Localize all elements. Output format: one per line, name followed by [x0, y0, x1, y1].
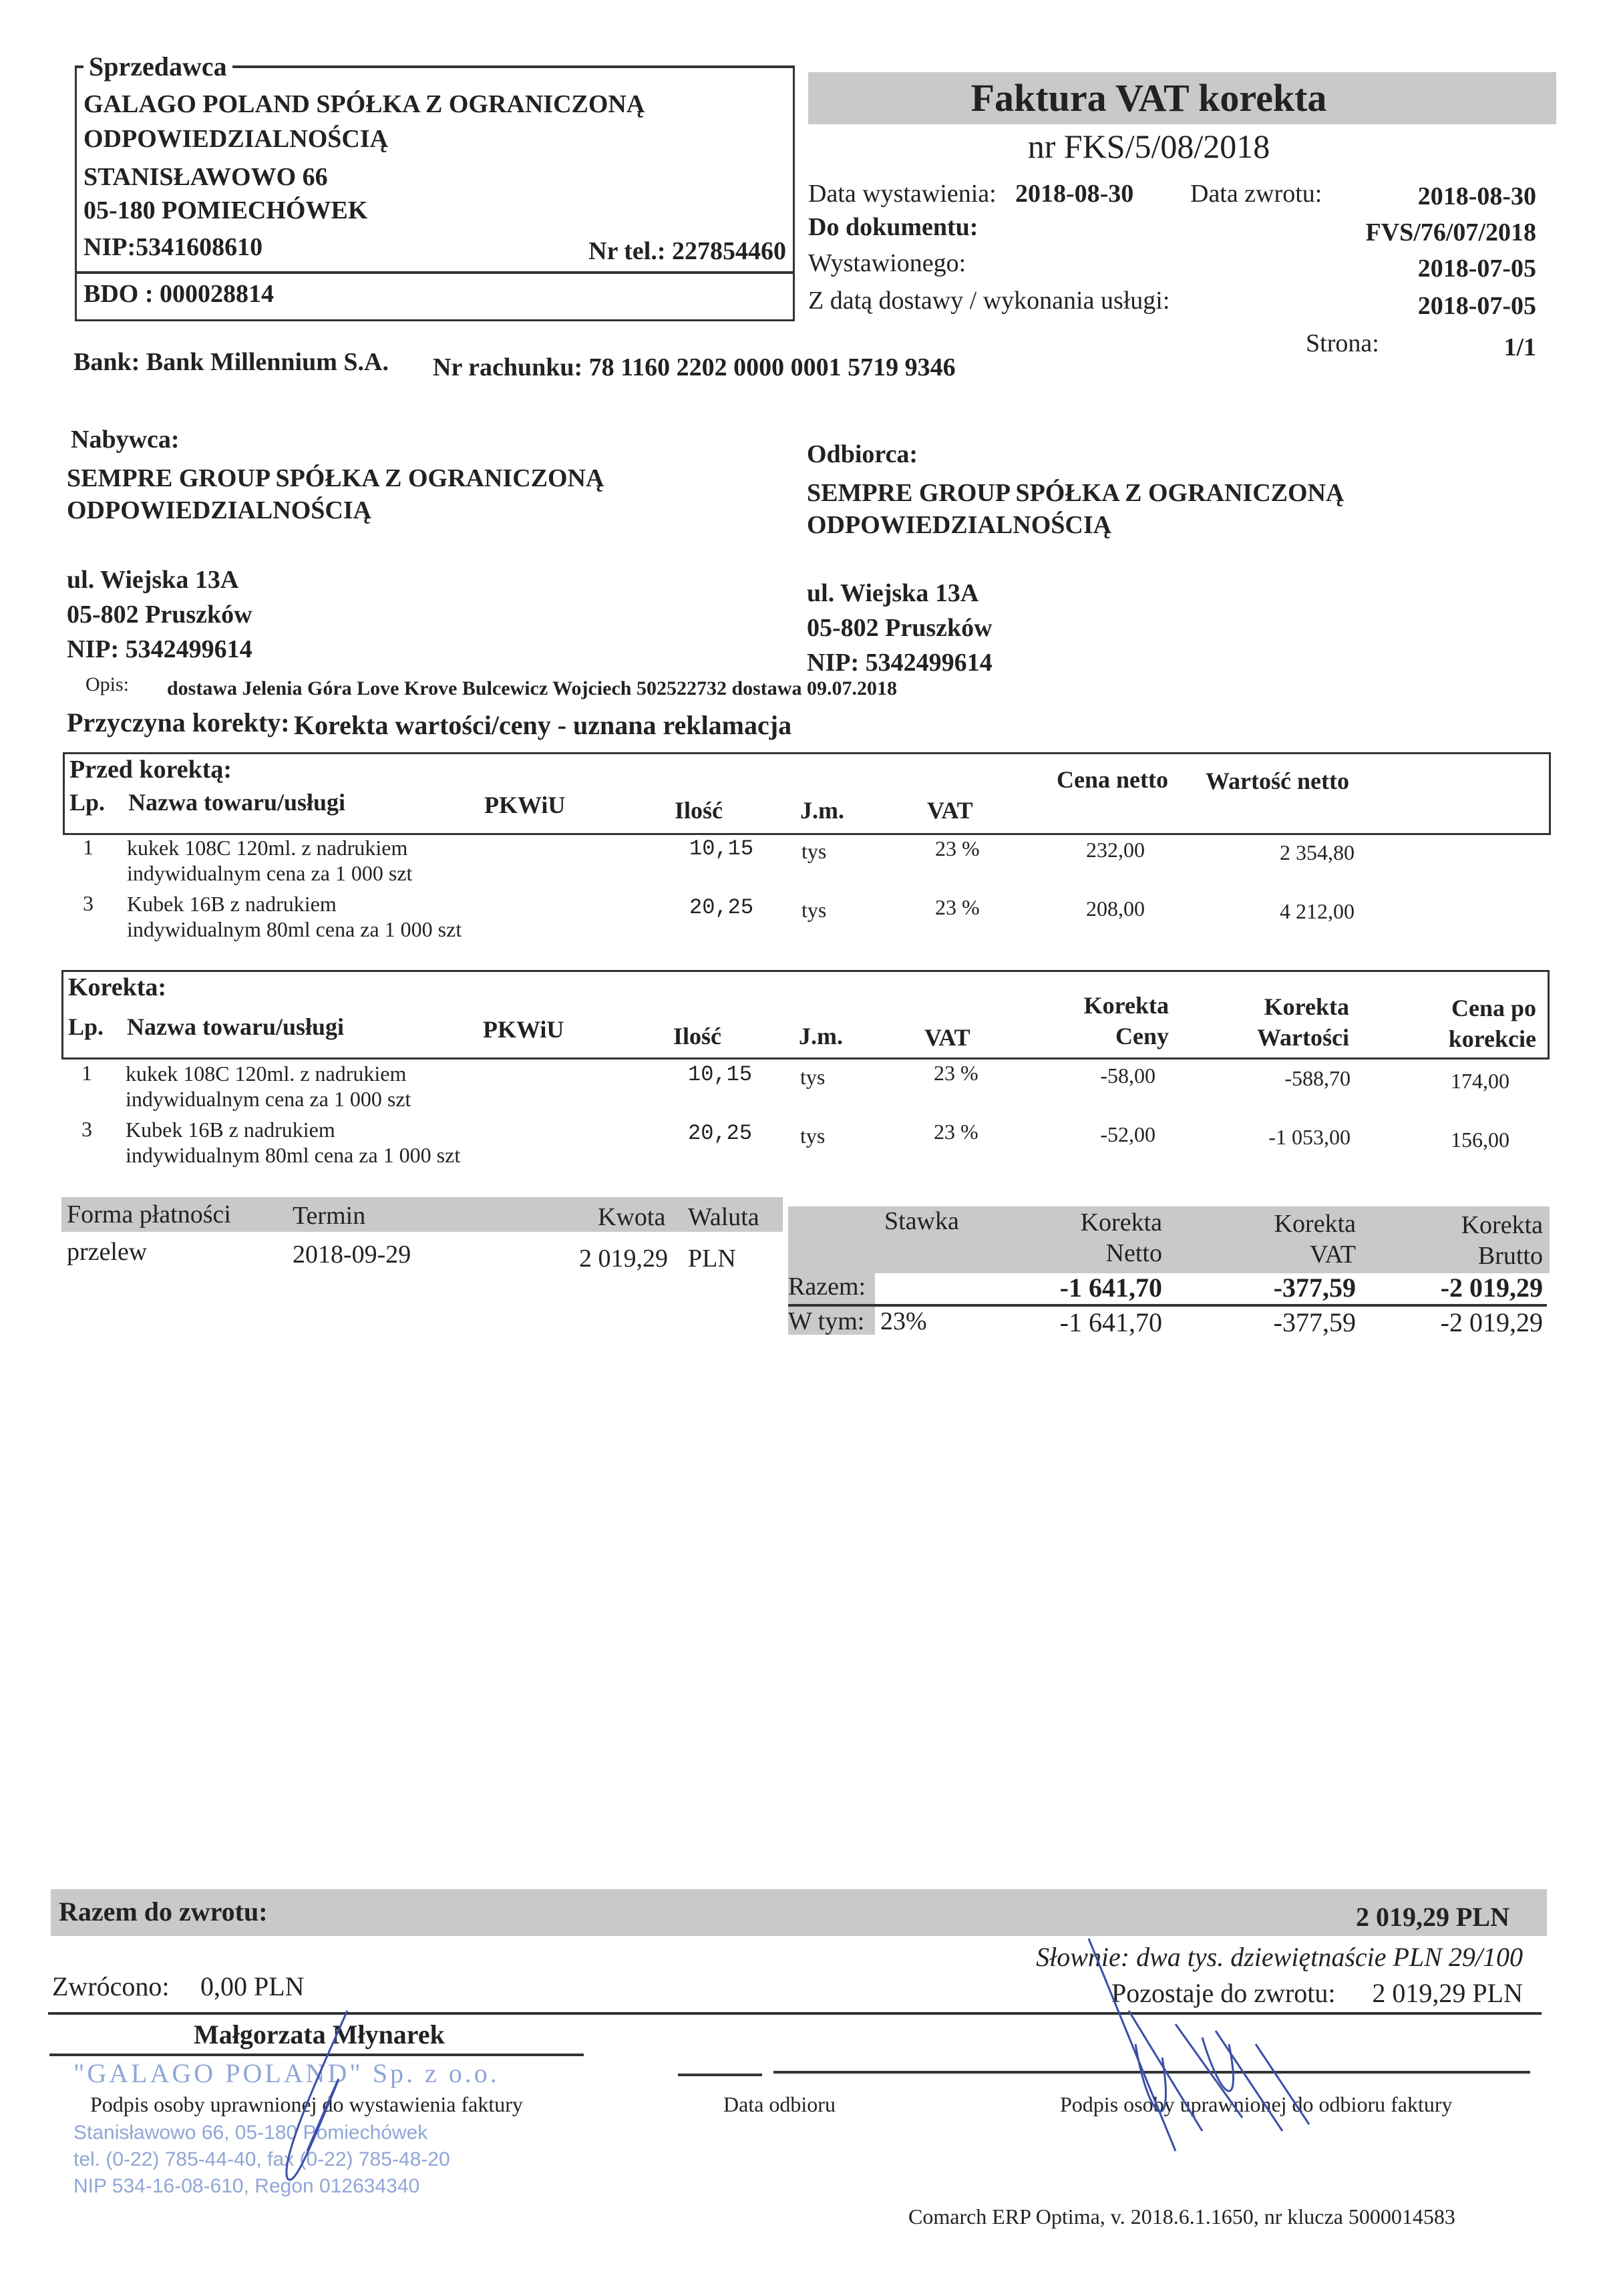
page-number: 1/1	[1503, 333, 1536, 361]
seller-legend: Sprzedawca	[83, 51, 232, 82]
summary-rate-vat: -377,59	[1273, 1307, 1356, 1337]
before-col-lp: Lp.	[69, 789, 106, 816]
stamp-line3: tel. (0-22) 785-44-40, fax (0-22) 785-48-20	[73, 2148, 450, 2170]
cell-lp: 1	[81, 1061, 92, 1085]
cell-unit: tys	[800, 1124, 826, 1148]
summary-vat-b: VAT	[1310, 1241, 1356, 1269]
description-label: Opis:	[85, 673, 130, 695]
cell-vat: 23 %	[935, 836, 980, 860]
seller-name-line1: GALAGO POLAND SPÓŁKA Z OGRANICZONĄ	[83, 90, 645, 118]
cell-vat: 23 %	[934, 1061, 978, 1085]
correction-col-lp: Lp.	[68, 1013, 104, 1040]
issue-date-label: Data wystawienia:	[808, 180, 997, 208]
correction-col-price-a: Korekta	[1083, 992, 1169, 1019]
seller-city: 05-180 POMIECHÓWEK	[83, 196, 368, 224]
footer-divider	[48, 2012, 1542, 2015]
cell-after: 156,00	[1451, 1128, 1509, 1152]
refund-label: Razem do zwrotu:	[59, 1897, 268, 1927]
seller-phone: Nr tel.: 227854460	[588, 237, 786, 265]
doc-ref: FVS/76/07/2018	[1365, 218, 1536, 247]
cell-unit: tys	[800, 1065, 826, 1089]
cell-value: -1 053,00	[1268, 1125, 1351, 1149]
before-col-name: Nazwa towaru/usługi	[128, 789, 346, 816]
correction-title: Korekta:	[68, 973, 167, 1001]
returned-label: Zwrócono:	[52, 1971, 170, 2001]
cell-qty: 10,15	[688, 1062, 753, 1087]
before-col-price: Cena netto	[1057, 766, 1168, 793]
cell-name: Kubek 16B z nadrukiem indywidualnym 80ml cena za 1 000 szt	[126, 1118, 461, 1167]
buyer-street: ul. Wiejska 13A	[67, 566, 239, 594]
cell-qty: 20,25	[689, 895, 754, 920]
amount-in-words: Słownie: dwa tys. dziewiętnaście PLN 29/100	[1036, 1942, 1523, 1972]
buyer-city: 05-802 Pruszków	[67, 601, 252, 629]
recipient-street: ul. Wiejska 13A	[807, 579, 979, 607]
payment-method: przelew	[67, 1238, 148, 1266]
recipient-name-line1: SEMPRE GROUP SPÓŁKA Z OGRANICZONĄ	[807, 479, 1345, 507]
refund-amount: 2 019,29 PLN	[1356, 1902, 1509, 1932]
buyer-name-line2: ODPOWIEDZIALNOŚCIĄ	[67, 496, 372, 524]
correction-col-value-b: Wartości	[1257, 1024, 1349, 1051]
buyer-label: Nabywca:	[71, 426, 180, 454]
issue-date: 2018-08-30	[1015, 180, 1134, 208]
before-title: Przed korektą:	[69, 756, 232, 784]
summary-total-netto: -1 641,70	[1059, 1273, 1162, 1303]
summary-vat-a: Korekta	[1274, 1210, 1356, 1238]
summary-total-label: Razem:	[788, 1273, 866, 1301]
recipient-label: Odbiorca:	[807, 440, 918, 468]
stamp-line2: Stanisławowo 66, 05-180 Pomiechówek	[73, 2122, 428, 2144]
issued-label: Wystawionego:	[808, 249, 966, 277]
cell-value: 4 212,00	[1280, 899, 1355, 923]
correction-col-name: Nazwa towaru/usługi	[127, 1013, 345, 1040]
recipient-name-line2: ODPOWIEDZIALNOŚCIĄ	[807, 511, 1112, 539]
summary-total-brutto: -2 019,29	[1440, 1273, 1543, 1303]
cell-name: kukek 108C 120ml. z nadrukiem indywidualnym cena za 1 000 szt	[126, 1061, 411, 1111]
correction-col-qty: Ilość	[673, 1023, 721, 1049]
cell-vat: 23 %	[934, 1120, 978, 1144]
cell-name: Kubek 16B z nadrukiem indywidualnym 80ml cena za 1 000 szt	[127, 892, 462, 941]
recipient-city: 05-802 Pruszków	[807, 614, 993, 642]
correction-col-price-b: Ceny	[1115, 1023, 1169, 1049]
summary-total-vat: -377,59	[1273, 1273, 1356, 1303]
issued-date: 2018-07-05	[1417, 255, 1536, 283]
payment-currency-label: Waluta	[688, 1203, 759, 1231]
buyer-name-line1: SEMPRE GROUP SPÓŁKA Z OGRANICZONĄ	[67, 464, 604, 492]
correction-col-vat: VAT	[924, 1024, 970, 1051]
before-col-value: Wartość netto	[1206, 768, 1349, 794]
delivery-date: 2018-07-05	[1417, 292, 1536, 320]
seller-name-line2: ODPOWIEDZIALNOŚCIĄ	[83, 125, 389, 153]
summary-rate-netto: -1 641,70	[1059, 1307, 1162, 1337]
remaining-amount: 2 019,29 PLN	[1372, 1978, 1523, 2008]
cell-value: 2 354,80	[1280, 840, 1355, 864]
cell-price: -52,00	[1100, 1122, 1155, 1146]
returned-amount: 0,00 PLN	[200, 1971, 305, 2001]
before-col-vat: VAT	[927, 797, 973, 824]
cell-price: -58,00	[1100, 1063, 1155, 1088]
document-number: nr FKS/5/08/2018	[1027, 128, 1270, 165]
summary-of-which-label: W tym:	[788, 1307, 865, 1335]
software-footer: Comarch ERP Optima, v. 2018.6.1.1650, nr klucza 5000014583	[908, 2204, 1455, 2229]
recipient-nip: NIP: 5342499614	[807, 649, 993, 677]
buyer-nip: NIP: 5342499614	[67, 635, 252, 663]
payment-term: 2018-09-29	[293, 1241, 411, 1269]
correction-col-after-b: korekcie	[1448, 1025, 1536, 1052]
document-title: Faktura VAT korekta	[970, 76, 1327, 120]
payment-term-label: Termin	[293, 1202, 366, 1230]
before-col-unit: J.m.	[800, 797, 844, 824]
cell-price: 232,00	[1086, 838, 1145, 862]
summary-netto-b: Netto	[1105, 1239, 1162, 1267]
payment-currency: PLN	[688, 1245, 736, 1273]
bank-name: Bank: Bank Millennium S.A.	[73, 348, 389, 376]
description-text: dostawa Jelenia Góra Love Krove Bulcewicz Wojciech 502522732 dostawa 09.07.2018	[167, 677, 897, 699]
summary-rate-label: Stawka	[884, 1207, 959, 1235]
cell-after: 174,00	[1451, 1069, 1509, 1093]
summary-brutto-a: Korekta	[1461, 1211, 1543, 1239]
stamp-line4: NIP 534-16-08-610, Regon 012634340	[73, 2175, 420, 2197]
reason-label: Przyczyna korekty:	[67, 707, 290, 737]
seller-street: STANISŁAWOWO 66	[83, 163, 328, 191]
receiver-sign-line	[773, 2071, 1530, 2074]
correction-col-value-a: Korekta	[1264, 993, 1349, 1020]
delivery-label: Z datą dostawy / wykonania usługi:	[808, 287, 1170, 315]
receipt-date-caption: Data odbioru	[723, 2092, 836, 2116]
return-date: 2018-08-30	[1417, 182, 1536, 210]
remaining-label: Pozostaje do zwrotu:	[1111, 1978, 1336, 2008]
seller-nip: NIP:5341608610	[83, 233, 263, 261]
correction-col-after-a: Cena po	[1451, 995, 1536, 1021]
stamp-line1: "GALAGO POLAND" Sp. z o.o.	[73, 2058, 500, 2088]
summary-rate-brutto: -2 019,29	[1440, 1307, 1543, 1337]
payment-method-label: Forma płatności	[67, 1200, 231, 1228]
correction-col-unit: J.m.	[799, 1023, 843, 1049]
reason-text: Korekta wartości/ceny - uznana reklamacja	[294, 710, 792, 740]
return-date-label: Data zwrotu:	[1190, 180, 1322, 208]
cell-lp: 3	[83, 891, 94, 915]
cell-vat: 23 %	[935, 895, 980, 919]
before-col-pkwiu: PKWiU	[484, 792, 566, 818]
summary-rate: 23%	[880, 1307, 927, 1335]
issuer-caption: Podpis osoby uprawnionej do wystawienia faktury	[90, 2092, 523, 2116]
cell-price: 208,00	[1086, 896, 1145, 921]
seller-bdo: BDO : 000028814	[83, 280, 274, 308]
page-label: Strona:	[1306, 329, 1379, 357]
cell-value: -588,70	[1284, 1066, 1351, 1090]
doc-ref-label: Do dokumentu:	[808, 213, 978, 241]
cell-name: kukek 108C 120ml. z nadrukiem indywidualnym cena za 1 000 szt	[127, 836, 413, 885]
issuer-name: Małgorzata Młynarek	[194, 2019, 445, 2049]
summary-netto-a: Korekta	[1080, 1208, 1162, 1237]
summary-brutto-b: Brutto	[1477, 1242, 1543, 1270]
issuer-name-line	[49, 2054, 584, 2056]
cell-lp: 1	[83, 835, 94, 859]
cell-qty: 20,25	[688, 1121, 753, 1146]
seller-box	[75, 51, 795, 321]
bank-account: Nr rachunku: 78 1160 2202 0000 0001 5719 9346	[433, 353, 956, 381]
payment-amount-label: Kwota	[598, 1203, 666, 1231]
cell-qty: 10,15	[689, 836, 754, 861]
receipt-date-line	[678, 2074, 762, 2076]
correction-col-pkwiu: PKWiU	[483, 1016, 564, 1043]
before-col-qty: Ilość	[675, 797, 723, 824]
cell-lp: 3	[81, 1117, 92, 1141]
receiver-caption: Podpis osoby uprawnionej do odbioru faktury	[1060, 2092, 1453, 2116]
payment-amount: 2 019,29	[579, 1245, 668, 1273]
cell-unit: tys	[801, 898, 827, 922]
cell-unit: tys	[801, 839, 827, 863]
